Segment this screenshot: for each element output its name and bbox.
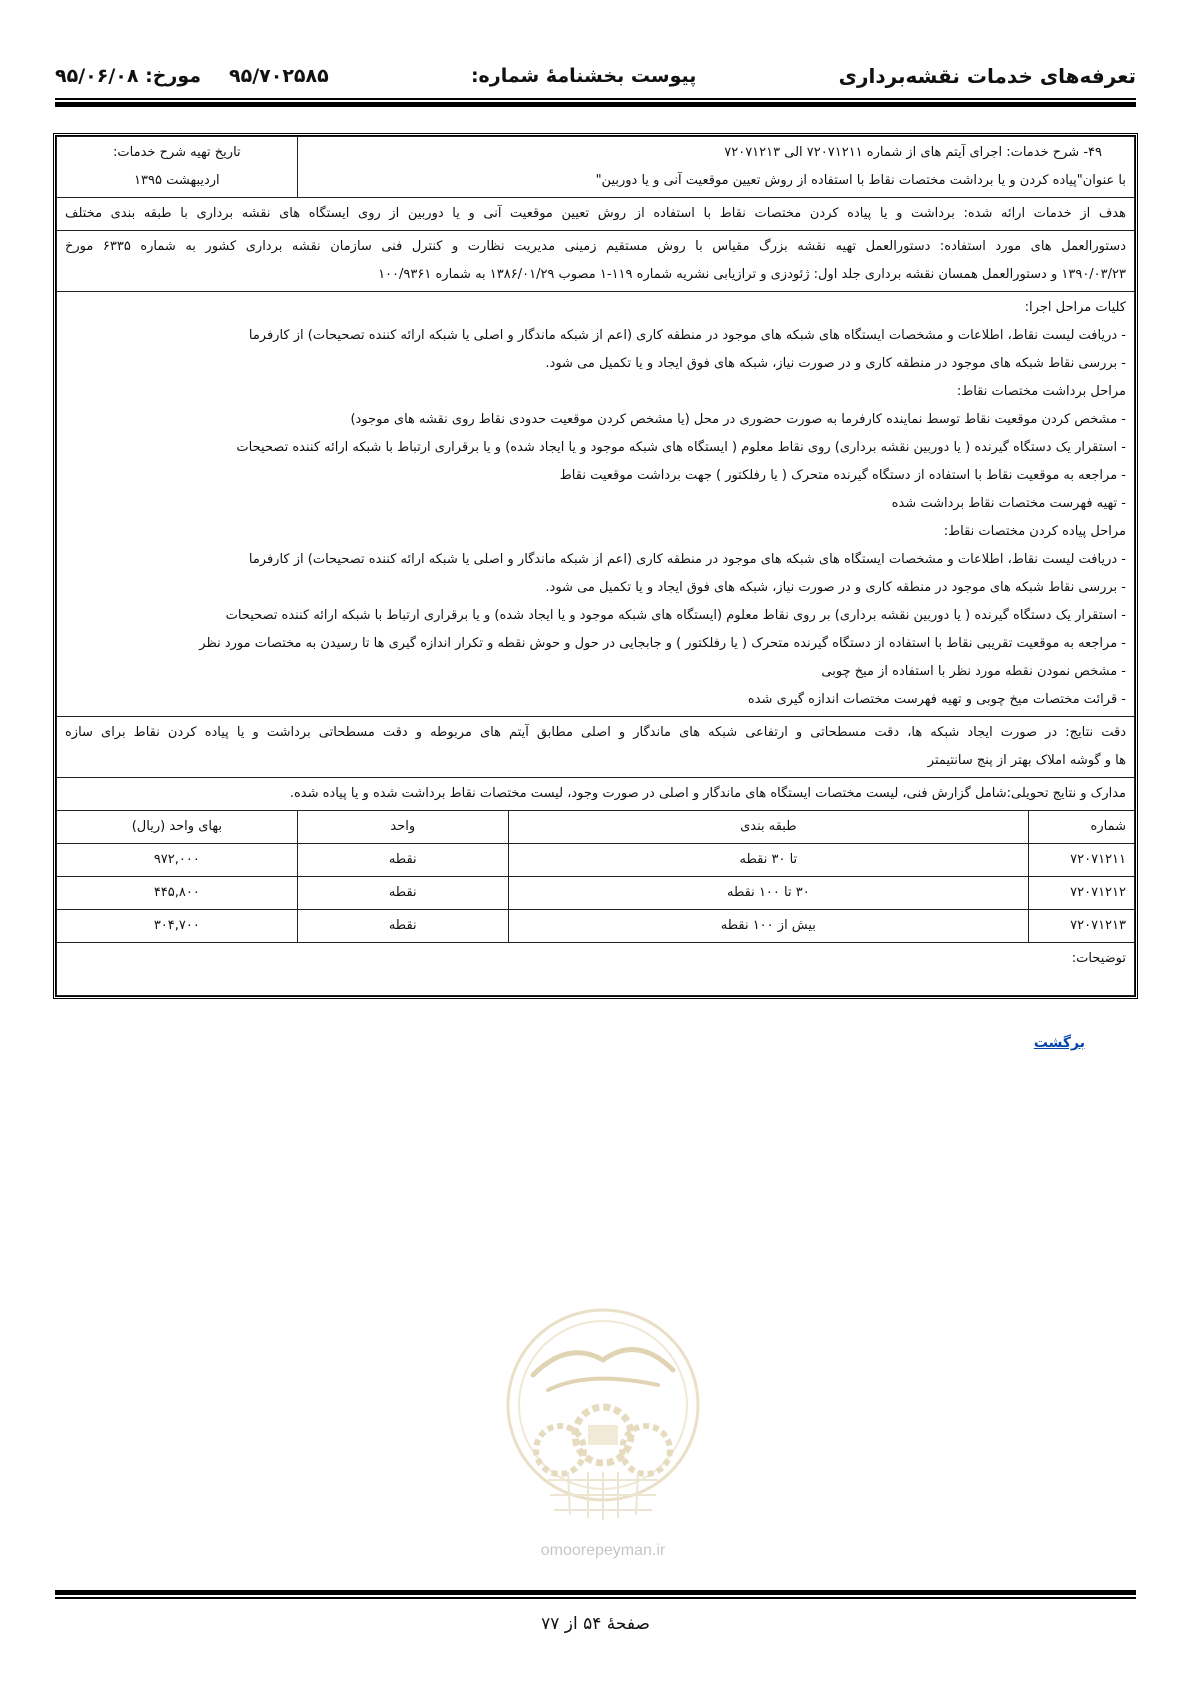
back-link[interactable]: برگشت — [1033, 1035, 1085, 1051]
omoorepeyman-logo-icon — [488, 1300, 718, 1535]
accuracy-line1: دقت نتایج: در صورت ایجاد شبکه ها، دقت مسطحاتی و ارتفاعی شبکه های ماندگار و اصلی مطابق آیتم های مربوطه و دقت مسطحاتی برداشت و یا پیاده کردن نقاط برای سازه — [65, 725, 1126, 740]
appendix-label: پیوست بخشنامهٔ شماره: — [470, 65, 697, 87]
item-price: ۴۴۵,۸۰۰ — [57, 877, 298, 910]
step-item: - مشخص کردن موقعیت نقاط توسط نماینده کارفرما به صورت حضوری در محل (یا مشخص کردن موقعیت حدودی نقاط روی نقشه های موجود) — [350, 412, 1126, 427]
table-row — [57, 910, 1135, 943]
price-table-header — [57, 811, 1135, 844]
step-item: - استقرار یک دستگاه گیرنده ( یا دوربین نقشه برداری) بر روی نقاط معلوم (ایستگاه های شبکه موجود و یا ایجاد شده) و یا برقراری ارتباط با شبکه ارائه کننده تصحیحات — [225, 608, 1126, 623]
service-description — [297, 137, 1134, 198]
step-item: - مراجعه به موقعیت تقریبی نقاط با استفاده از دستگاه گیرنده متحرک ( یا رفلکتور ) و جابجایی در حول و حوش نقطه و تکرار اندازه گیری ها تا رسیدن به مختصات مورد نظر — [199, 636, 1126, 651]
stakeout-steps-title: مراحل پیاده کردن مختصات نقاط: — [943, 524, 1126, 539]
step-item: - قرائت مختصات میخ چوبی و تهیه فهرست مختصات اندازه گیری شده — [747, 692, 1126, 707]
table-row — [57, 877, 1135, 910]
item-class: ۳۰ تا ۱۰۰ نقطه — [508, 877, 1028, 910]
steps-cell — [57, 292, 1135, 717]
prep-date: اردیبهشت ۱۳۹۵ — [134, 173, 220, 188]
item-number: ۷۲۰۷۱۲۱۳ — [1028, 910, 1134, 943]
accuracy-cell — [57, 717, 1135, 778]
notes-cell — [57, 943, 1135, 996]
instructions-line2: ۱۳۹۰/۰۳/۲۳ و دستورالعمل همسان نقشه برداری جلد اول: ژئودزی و ترازیابی نشریه شماره ۱۱۹-۱ مصوب ۱۳۸۶/۰۱/۲۹ به شماره ۱۰۰/۹۳۶۱ — [378, 267, 1126, 282]
deliverables-cell — [57, 778, 1135, 811]
description-line1: ۴۹- شرح خدمات: اجرای آیتم های از شماره ۷۲۰۷۱۲۱۱ الی ۷۲۰۷۱۲۱۳ — [724, 145, 1102, 160]
item-class: بیش از ۱۰۰ نقطه — [508, 910, 1028, 943]
circular-number: ۹۵/۷۰۲۵۸۵ — [229, 65, 329, 87]
step-item: - بررسی نقاط شبکه های موجود در منطقه کاری و در صورت نیاز، شبکه های فوق ایجاد و یا تکمیل می شود. — [545, 580, 1126, 595]
item-price: ۳۰۴,۷۰۰ — [57, 910, 298, 943]
step-item: - مراجعه به موقعیت نقاط با استفاده از دستگاه گیرنده متحرک ( یا رفلکتور ) جهت برداشت موقعیت نقاط — [559, 468, 1126, 483]
item-class: تا ۳۰ نقطه — [508, 844, 1028, 877]
goal-text: هدف از خدمات ارائه شده: برداشت و یا پیاده کردن مختصات نقاط با استفاده از روش تعیین موقعیت آنی و یا دوربین از روی ایستگاه های نقشه برداری با طبقه بندی مختلف — [65, 206, 1126, 221]
table-row — [57, 844, 1135, 877]
item-unit: نقطه — [297, 844, 508, 877]
watermark — [488, 1300, 718, 1560]
document-title: تعرفه‌های خدمات نقشه‌برداری — [838, 64, 1136, 88]
footer-rule — [55, 1590, 1136, 1599]
circular-date: ۹۵/۰۶/۰۸ — [55, 65, 139, 87]
prep-date-label: تاریخ تهیه شرح خدمات: — [113, 145, 241, 160]
step-item: - مشخص نمودن نقطه مورد نظر با استفاده از میخ چوبی — [821, 664, 1126, 679]
instructions-cell — [57, 231, 1135, 292]
header-rule — [55, 98, 1136, 107]
general-steps-title: کلیات مراحل اجرا: — [1024, 300, 1126, 315]
header-class: طبقه بندی — [508, 811, 1028, 844]
step-item: - دریافت لیست نقاط، اطلاعات و مشخصات ایستگاه های شبکه های موجود در منطقه کاری (اعم از شبکه ماندگار و اصلی یا شبکه ارائه کننده تصحیحات) از کارفرما — [248, 328, 1126, 343]
service-frame — [53, 133, 1138, 999]
survey-steps-title: مراحل برداشت مختصات نقاط: — [956, 384, 1126, 399]
watermark-url: omoorepeyman.ir — [540, 1542, 666, 1559]
goal-cell — [57, 198, 1135, 231]
step-item: - تهیه فهرست مختصات نقاط برداشت شده — [891, 496, 1126, 511]
step-item: - دریافت لیست نقاط، اطلاعات و مشخصات ایستگاه های شبکه های موجود در منطقه کاری (اعم از شبکه ماندگار و اصلی یا شبکه ارائه کننده تصحیحات) از کارفرما — [248, 552, 1126, 567]
deliverables-text: مدارک و نتایج تحویلی:شامل گزارش فنی، لیست مختصات ایستگاه های ماندگار و اصلی در صورت وجود، لیست مختصات نقاط برداشت شده و یا پیاده شده. — [289, 786, 1126, 801]
step-item: - استقرار یک دستگاه گیرنده ( یا دوربین نقشه برداری) روی نقاط معلوم ( ایستگاه های شبکه موجود و یا ایجاد شده) و یا برقراری ارتباط با شبکه ارائه کننده تصحیحات — [236, 440, 1126, 455]
header-unit: واحد — [297, 811, 508, 844]
service-table — [56, 136, 1135, 996]
header-number: شماره — [1028, 811, 1134, 844]
notes-label: توضیحات: — [1071, 951, 1126, 966]
item-number: ۷۲۰۷۱۲۱۱ — [1028, 844, 1134, 877]
item-unit: نقطه — [297, 877, 508, 910]
page-header — [55, 58, 1136, 94]
item-price: ۹۷۲,۰۰۰ — [57, 844, 298, 877]
step-item: - بررسی نقاط شبکه های موجود در منطقه کاری و در صورت نیاز، شبکه های فوق ایجاد و یا تکمیل می شود. — [545, 356, 1126, 371]
date-label: مورخ: — [145, 65, 201, 87]
accuracy-line2: ها و گوشه املاک بهتر از پنج سانتیمتر — [927, 753, 1126, 768]
circular-info — [55, 65, 329, 87]
header-price: بهای واحد (ریال) — [57, 811, 298, 844]
page-number: صفحهٔ ۵۴ از ۷۷ — [541, 1614, 650, 1634]
item-unit: نقطه — [297, 910, 508, 943]
instructions-line1: دستورالعمل های مورد استفاده: دستورالعمل تهیه نقشه بزرگ مقیاس با روش مستقیم زمینی مدیریت نظارت و کنترل فنی سازمان نقشه برداری کشور به شماره ۶۳۳۵ مورخ — [65, 239, 1126, 254]
prep-date-cell — [57, 137, 298, 198]
date-group — [55, 65, 201, 87]
description-line2: با عنوان"پیاده کردن و یا برداشت مختصات نقاط با استفاده از روش تعیین موقعیت آنی و یا دوربین" — [595, 173, 1126, 188]
item-number: ۷۲۰۷۱۲۱۲ — [1028, 877, 1134, 910]
